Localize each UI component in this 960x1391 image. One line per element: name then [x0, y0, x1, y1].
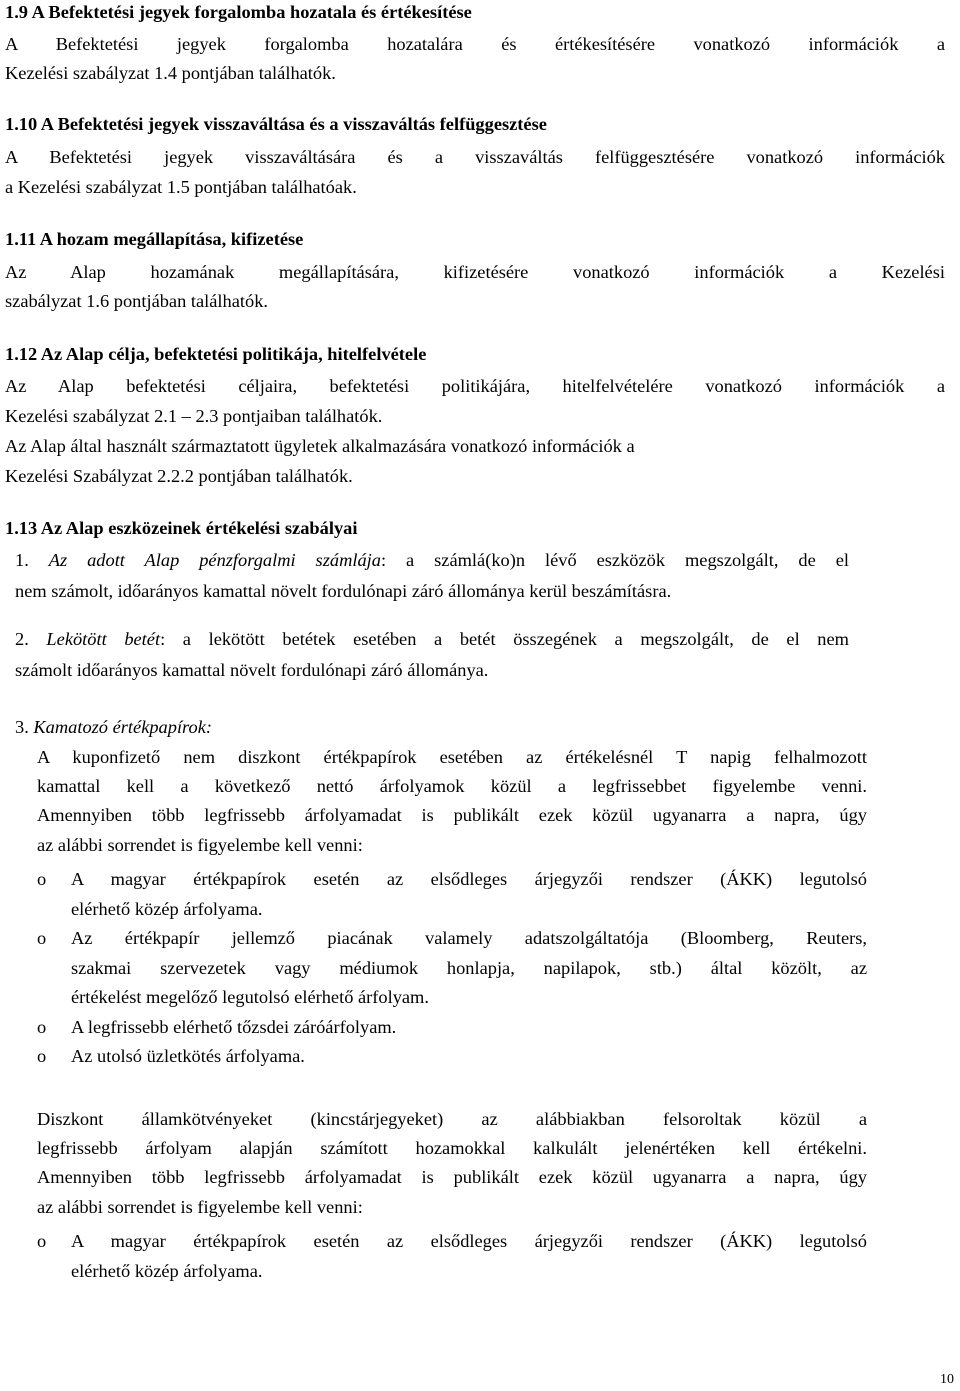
- paragraph-line: Amennyiben több legfrissebb árfolyamadat is publikált ezek közül ugyanarra a napra, úgy: [37, 805, 867, 825]
- list-item: Az értékpapír jellemző piacának valamely adatszolgáltatója (Bloomberg, Reuters,: [71, 928, 867, 948]
- list-item: A legfrissebb elérhető tőzsdei záróárfolyam.: [71, 1017, 397, 1037]
- paragraph-line: szabályzat 1.6 pontjában találhatók.: [5, 291, 268, 311]
- section-heading: 1.9 A Befektetési jegyek forgalomba hozatala és értékesítése: [5, 2, 472, 22]
- list-item: A magyar értékpapírok esetén az elsődleges árjegyzői rendszer (ÁKK) legutolsó: [71, 1231, 867, 1251]
- paragraph-line: A Befektetési jegyek visszaváltására és a visszaváltás felfüggesztésére vonatkozó információk: [5, 147, 945, 167]
- list-item: A magyar értékpapírok esetén az elsődleges árjegyzői rendszer (ÁKK) legutolsó: [71, 869, 867, 889]
- paragraph-line: az alábbi sorrendet is figyelembe kell venni:: [37, 835, 363, 855]
- section-heading: 1.12 Az Alap célja, befektetési politikája, hitelfelvétele: [5, 344, 427, 364]
- bullet-marker: o: [37, 928, 47, 948]
- paragraph-line: legfrissebb árfolyam alapján számított hozamokkal kalkulált jelenértéken kell értékelni.: [37, 1138, 867, 1158]
- paragraph-line: számolt időarányos kamattal növelt fordulónapi záró állománya.: [15, 660, 489, 680]
- paragraph-line: Diszkont államkötvényeket (kincstárjegyeket) az alábbiakban felsoroltak közül a: [37, 1109, 867, 1129]
- list-item: elérhető közép árfolyama.: [71, 899, 263, 919]
- item-number: 2.: [15, 629, 29, 649]
- list-item: szakmai szervezetek vagy médiumok honlapja, napilapok, stb.) által közölt, az: [71, 958, 867, 978]
- bullet-marker: o: [37, 869, 47, 889]
- list-item: értékelést megelőző legutolsó elérhető árfolyam.: [71, 987, 429, 1007]
- paragraph-line: kamattal kell a következő nettó árfolyamok közül a legfrissebbet figyelembe venni.: [37, 776, 867, 796]
- section-heading: 1.11 A hozam megállapítása, kifizetése: [5, 229, 304, 249]
- item-label: Lekötött betét: [46, 629, 161, 649]
- paragraph-line: Kezelési szabályzat 1.4 pontjában találhatók.: [5, 63, 336, 83]
- section-heading: 1.13 Az Alap eszközeinek értékelési szabályai: [5, 518, 358, 538]
- item-number: 1.: [15, 550, 29, 570]
- paragraph-line: Az Alap befektetési céljaira, befektetési politikájára, hitelfelvételére vonatkozó információk a: [5, 376, 945, 396]
- bullet-marker: o: [37, 1046, 47, 1066]
- item-text: : a számlá(ko)n lévő eszközök megszolgált, de el: [380, 550, 849, 570]
- paragraph-line: A Befektetési jegyek forgalomba hozatalára és értékesítésére vonatkozó információk a: [5, 34, 945, 54]
- bullet-marker: o: [37, 1231, 47, 1251]
- paragraph-line: nem számolt, időarányos kamattal növelt fordulónapi záró állománya kerül beszámításra.: [15, 581, 672, 601]
- paragraph-line: a Kezelési szabályzat 1.5 pontjában találhatóak.: [5, 177, 357, 197]
- numbered-item: [15, 551, 849, 569]
- paragraph-line: A kuponfizető nem diszkont értékpapírok esetében az értékelésnél T napig felhalmozott: [37, 747, 867, 767]
- section-heading: 1.10 A Befektetési jegyek visszaváltása és a visszaváltás felfüggesztése: [5, 114, 547, 134]
- list-item: Az utolsó üzletkötés árfolyama.: [71, 1046, 305, 1066]
- item-label: Kamatozó értékpapírok:: [33, 717, 213, 737]
- numbered-item: [15, 630, 849, 648]
- list-item: elérhető közép árfolyama.: [71, 1261, 263, 1281]
- paragraph-line: Kezelési Szabályzat 2.2.2 pontjában találhatók.: [5, 466, 353, 486]
- paragraph-line: az alábbi sorrendet is figyelembe kell venni:: [37, 1197, 363, 1217]
- paragraph-line: Kezelési szabályzat 2.1 – 2.3 pontjaiban találhatók.: [5, 406, 383, 426]
- item-text: : a lekötött betétek esetében a betét összegének a megszolgált, de el nem: [160, 629, 849, 649]
- numbered-item: [15, 718, 212, 736]
- item-label: Az adott Alap pénzforgalmi számlája: [48, 550, 381, 570]
- paragraph-line: Az Alap által használt származtatott ügyletek alkalmazására vonatkozó információk a: [5, 436, 635, 456]
- page-number: 10: [940, 1372, 954, 1387]
- paragraph-line: Az Alap hozamának megállapítására, kifizetésére vonatkozó információk a Kezelési: [5, 262, 945, 282]
- paragraph-line: Amennyiben több legfrissebb árfolyamadat is publikált ezek közül ugyanarra a napra, úgy: [37, 1167, 867, 1187]
- bullet-marker: o: [37, 1017, 47, 1037]
- item-number: 3.: [15, 717, 29, 737]
